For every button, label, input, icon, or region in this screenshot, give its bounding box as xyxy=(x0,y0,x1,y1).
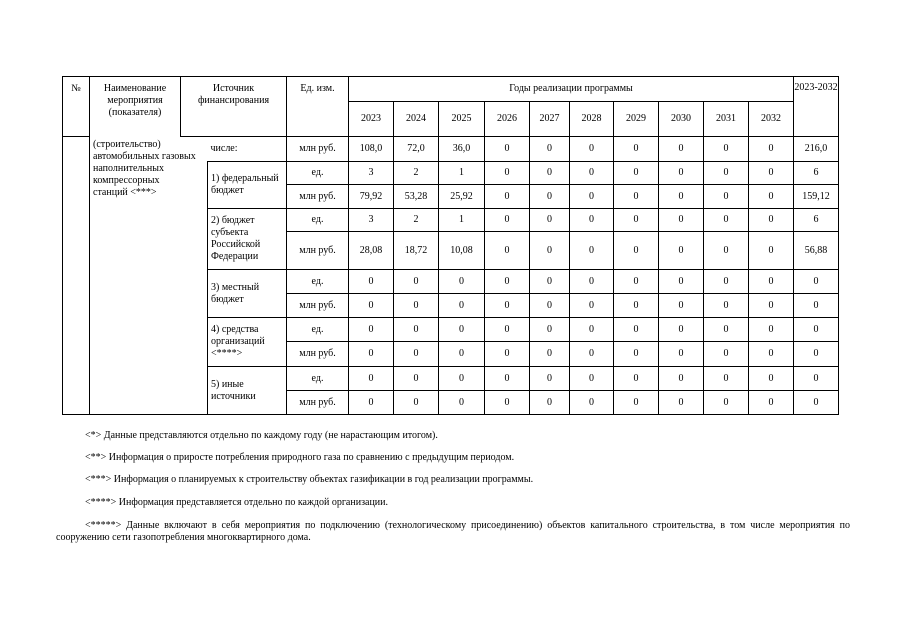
value-cell: 0 xyxy=(530,367,570,391)
value-cell: 0 xyxy=(530,342,570,367)
header-year: 2030 xyxy=(659,102,704,137)
value-cell: 0 xyxy=(570,270,614,294)
value-cell: 0 xyxy=(530,185,570,209)
value-cell: 0 xyxy=(439,294,485,318)
value-cell: 79,92 xyxy=(349,185,394,209)
footnote: <***> Информация о планируемых к строительству объектах газификации в год реализации программы. xyxy=(85,474,534,485)
value-cell: 0 xyxy=(749,391,794,415)
value-cell: 0 xyxy=(394,318,439,342)
header-years-group: Годы реализации программы xyxy=(349,77,794,102)
value-cell: 0 xyxy=(704,391,749,415)
unit-cell: млн руб. xyxy=(287,391,349,415)
value-cell: 0 xyxy=(614,367,659,391)
value-cell: 0 xyxy=(614,294,659,318)
value-cell: 18,72 xyxy=(394,232,439,270)
value-cell: 0 xyxy=(394,342,439,367)
value-cell: 0 xyxy=(614,342,659,367)
value-cell: 1 xyxy=(439,162,485,185)
value-cell: 0 xyxy=(749,162,794,185)
value-cell: 36,0 xyxy=(439,137,485,162)
table-row xyxy=(63,137,839,162)
source-label: 1) федеральный бюджет xyxy=(208,162,287,209)
value-cell: 0 xyxy=(659,318,704,342)
value-cell: 0 xyxy=(659,367,704,391)
total-cell: 0 xyxy=(794,294,839,318)
value-cell: 0 xyxy=(439,270,485,294)
value-cell: 0 xyxy=(349,367,394,391)
value-cell: 0 xyxy=(749,137,794,162)
value-cell: 0 xyxy=(659,185,704,209)
header-source: Источник финансирования xyxy=(181,77,287,137)
value-cell: 0 xyxy=(485,318,530,342)
total-cell: 0 xyxy=(794,318,839,342)
source-label: 5) иные источники xyxy=(208,367,287,415)
value-cell: 0 xyxy=(749,318,794,342)
value-cell: 0 xyxy=(570,318,614,342)
financing-table xyxy=(62,76,839,415)
unit-cell: ед. xyxy=(287,209,349,232)
total-cell: 6 xyxy=(794,209,839,232)
value-cell: 0 xyxy=(485,185,530,209)
value-cell: 25,92 xyxy=(439,185,485,209)
value-cell: 0 xyxy=(570,209,614,232)
value-cell: 0 xyxy=(394,270,439,294)
value-cell: 0 xyxy=(349,342,394,367)
value-cell: 0 xyxy=(704,185,749,209)
footnote: <****> Информация представляется отдельно по каждой организации. xyxy=(85,497,389,508)
value-cell: 0 xyxy=(530,318,570,342)
header-year: 2027 xyxy=(530,102,570,137)
value-cell: 0 xyxy=(749,342,794,367)
header-year: 2025 xyxy=(439,102,485,137)
value-cell: 0 xyxy=(659,270,704,294)
source-label: 3) местный бюджет xyxy=(208,270,287,318)
header-unit: Ед. изм. xyxy=(287,77,349,137)
footnote: <*> Данные представляются отдельно по каждому году (не нарастающим итогом). xyxy=(85,430,438,441)
value-cell: 0 xyxy=(439,391,485,415)
value-cell: 0 xyxy=(570,367,614,391)
value-cell: 0 xyxy=(394,391,439,415)
unit-cell: млн руб. xyxy=(287,137,349,162)
header-year: 2024 xyxy=(394,102,439,137)
unit-cell: млн руб. xyxy=(287,232,349,270)
value-cell: 0 xyxy=(614,185,659,209)
value-cell: 0 xyxy=(614,270,659,294)
value-cell: 0 xyxy=(485,137,530,162)
value-cell: 0 xyxy=(749,209,794,232)
value-cell: 0 xyxy=(704,318,749,342)
value-cell: 0 xyxy=(349,294,394,318)
value-cell: 0 xyxy=(570,342,614,367)
value-cell: 0 xyxy=(614,391,659,415)
footnote: <**> Информация о приросте потребления природного газа по сравнению с предыдущим периодом. xyxy=(85,452,515,463)
header-year: 2029 xyxy=(614,102,659,137)
value-cell: 0 xyxy=(614,209,659,232)
value-cell: 0 xyxy=(485,367,530,391)
value-cell: 0 xyxy=(570,232,614,270)
header-total: 2023-2032 xyxy=(794,77,839,137)
value-cell: 0 xyxy=(704,137,749,162)
value-cell: 0 xyxy=(614,137,659,162)
unit-cell: ед. xyxy=(287,318,349,342)
value-cell: 0 xyxy=(570,185,614,209)
value-cell: 0 xyxy=(349,270,394,294)
unit-cell: ед. xyxy=(287,270,349,294)
value-cell: 0 xyxy=(704,270,749,294)
value-cell: 0 xyxy=(530,232,570,270)
value-cell: 0 xyxy=(614,162,659,185)
footnote: <*****> Данные включают в себя мероприятия по подключению (технологическому присоединению) объектов капитального строительства, в том числе мероприятия по сооружению сети газопотребления многоквартирного дома. xyxy=(56,520,850,543)
source-label: числе: xyxy=(208,137,287,162)
value-cell: 0 xyxy=(439,318,485,342)
value-cell: 0 xyxy=(394,367,439,391)
value-cell: 0 xyxy=(570,294,614,318)
value-cell: 0 xyxy=(570,391,614,415)
value-cell: 0 xyxy=(485,209,530,232)
header-year: 2026 xyxy=(485,102,530,137)
value-cell: 72,0 xyxy=(394,137,439,162)
value-cell: 0 xyxy=(749,185,794,209)
value-cell: 0 xyxy=(704,294,749,318)
unit-cell: млн руб. xyxy=(287,185,349,209)
activity-name: (строительство) автомобильных газовых наполнительных компрессорных станций <***> xyxy=(90,137,208,415)
value-cell: 0 xyxy=(659,209,704,232)
value-cell: 0 xyxy=(530,391,570,415)
value-cell: 0 xyxy=(394,294,439,318)
header-name: Наименование мероприятия (показателя) xyxy=(90,77,181,137)
value-cell: 0 xyxy=(530,137,570,162)
value-cell: 0 xyxy=(659,232,704,270)
total-cell: 159,12 xyxy=(794,185,839,209)
value-cell: 0 xyxy=(349,391,394,415)
value-cell: 28,08 xyxy=(349,232,394,270)
total-cell: 0 xyxy=(794,391,839,415)
value-cell: 0 xyxy=(485,391,530,415)
total-cell: 0 xyxy=(794,270,839,294)
value-cell: 0 xyxy=(704,367,749,391)
value-cell: 0 xyxy=(485,162,530,185)
value-cell: 0 xyxy=(704,342,749,367)
value-cell: 0 xyxy=(749,232,794,270)
value-cell: 0 xyxy=(659,162,704,185)
total-cell: 56,88 xyxy=(794,232,839,270)
value-cell: 0 xyxy=(530,270,570,294)
value-cell: 0 xyxy=(659,137,704,162)
value-cell: 0 xyxy=(614,232,659,270)
value-cell: 108,0 xyxy=(349,137,394,162)
header-year: 2031 xyxy=(704,102,749,137)
value-cell: 53,28 xyxy=(394,185,439,209)
value-cell: 2 xyxy=(394,209,439,232)
num-cell xyxy=(63,137,90,415)
value-cell: 0 xyxy=(570,162,614,185)
total-cell: 0 xyxy=(794,367,839,391)
total-cell: 6 xyxy=(794,162,839,185)
value-cell: 0 xyxy=(659,342,704,367)
value-cell: 0 xyxy=(614,318,659,342)
value-cell: 0 xyxy=(749,270,794,294)
header-num: № xyxy=(63,77,90,137)
value-cell: 0 xyxy=(704,162,749,185)
unit-cell: млн руб. xyxy=(287,342,349,367)
total-cell: 216,0 xyxy=(794,137,839,162)
value-cell: 0 xyxy=(485,270,530,294)
value-cell: 0 xyxy=(749,367,794,391)
value-cell: 0 xyxy=(704,232,749,270)
value-cell: 10,08 xyxy=(439,232,485,270)
unit-cell: ед. xyxy=(287,367,349,391)
total-cell: 0 xyxy=(794,342,839,367)
value-cell: 2 xyxy=(394,162,439,185)
unit-cell: ед. xyxy=(287,162,349,185)
unit-cell: млн руб. xyxy=(287,294,349,318)
value-cell: 0 xyxy=(570,137,614,162)
value-cell: 1 xyxy=(439,209,485,232)
header-year: 2023 xyxy=(349,102,394,137)
value-cell: 0 xyxy=(704,209,749,232)
value-cell: 0 xyxy=(659,294,704,318)
value-cell: 3 xyxy=(349,162,394,185)
value-cell: 0 xyxy=(485,342,530,367)
header-year: 2032 xyxy=(749,102,794,137)
value-cell: 0 xyxy=(530,294,570,318)
source-label: 4) средства организаций <****> xyxy=(208,318,287,367)
header-year: 2028 xyxy=(570,102,614,137)
value-cell: 3 xyxy=(349,209,394,232)
source-label: 2) бюджет субъекта Российской Федерации xyxy=(208,209,287,270)
value-cell: 0 xyxy=(530,162,570,185)
value-cell: 0 xyxy=(439,367,485,391)
value-cell: 0 xyxy=(659,391,704,415)
value-cell: 0 xyxy=(485,294,530,318)
value-cell: 0 xyxy=(749,294,794,318)
value-cell: 0 xyxy=(439,342,485,367)
value-cell: 0 xyxy=(530,209,570,232)
value-cell: 0 xyxy=(349,318,394,342)
value-cell: 0 xyxy=(485,232,530,270)
